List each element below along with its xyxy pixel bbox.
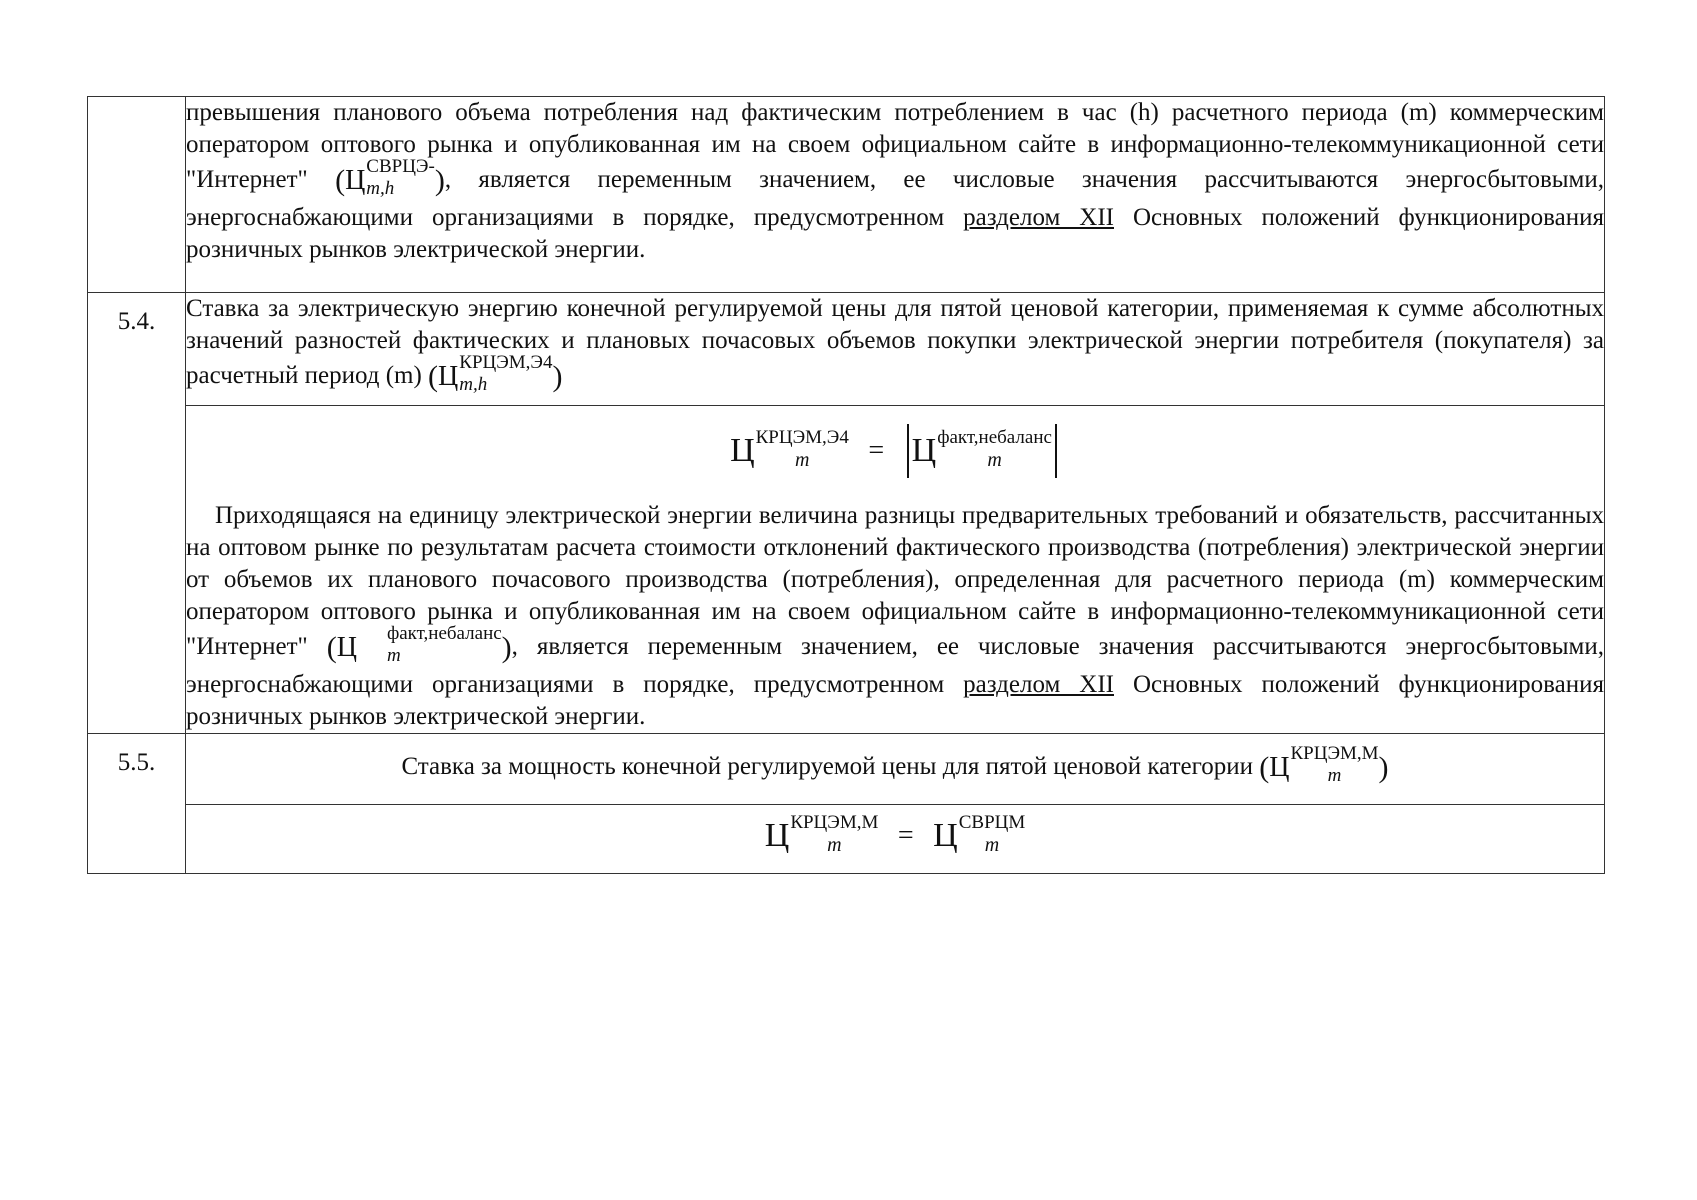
row-number-5-5: 5.5. <box>117 749 156 776</box>
price-indices <box>358 624 502 665</box>
price-symbol: Ц <box>438 361 459 393</box>
row-5-5-text: Ставка за мощность конечной регулируемой цены для пятой ценовой категории <box>401 753 1254 781</box>
equals-sign: = <box>897 820 914 851</box>
continuation-paragraph: превышения планового объема потребления над фактическим потреблением в час (h) расчетного периода (m) коммерческим оператором оптового рынка и опубликованная им на своем официальном сайте в информационно-телекоммуникационной сети "Интернет" (Ц СВРЦЭ- m,h ), является переменным значением, ее числовые значения рассчитываются энергосбытовыми, энергоснабжающими организациями в порядке, предусмотренном разделом XII Основных положений функционирования розничных рынков электрической энергии. <box>186 99 1605 263</box>
row-5-4-text-cell <box>186 293 1605 406</box>
formula-lhs-superscript: КРЦЭМ,Э4 <box>755 427 849 448</box>
price-subscript: m <box>386 645 401 666</box>
continuation-text-part1: превышения планового объема потребления над фактическим потреблением в час (h) расчетного периода (m) коммерческим оператором оптового рынка и опубликованная им на своем официальном сайте в информационно-телекоммуникационной сети "Интернет" <box>186 99 1604 194</box>
formula-lhs-symbol: Ц <box>764 817 790 854</box>
price-subscript: m,h <box>366 178 395 199</box>
price-symbol: Ц <box>345 165 366 197</box>
price-subscript: m,h <box>459 374 488 395</box>
table-row-continuation <box>88 97 1605 293</box>
number-cell-empty <box>88 97 186 293</box>
row-5-4-explanation: Приходящаяся на единицу электрической энергии величина разницы предварительных требований и обязательств, рассчитанных на оптовом рынке по результатам расчета стоимости отклонений фактического производства (потребления) электрической энергии от объемов их планового почасового производства (потребления), определенная для расчетного периода (m) коммерческим оператором оптового рынка и опубликованная им на своем официальном сайте в информационно-телекоммуникационной сети "Интернет" (Ц факт,небаланс m ), является переменным значением, ее числовые значения рассчитываются энергосбытовыми, энергоснабжающими организациями в порядке, предусмотренном разделом XII Основных положений функционирования розничных рынков электрической энергии. <box>186 502 1605 730</box>
formula-5-4 <box>186 406 1604 500</box>
table-row-5-4-formula <box>88 406 1605 734</box>
price-superscript: КРЦЭМ,Э4 <box>459 352 553 373</box>
regulation-table <box>87 96 1605 874</box>
price-indices <box>366 157 435 198</box>
explanation-text-part2: , является переменным значением, ее числовые значения рассчитываются энергосбытовыми, энергоснабжающими организациями в порядке, предусмотренном <box>186 633 1604 698</box>
formula-lhs-superscript: КРЦЭМ,М <box>790 812 879 833</box>
formula-rhs-superscript: факт,небаланс <box>937 427 1052 448</box>
row-5-4-paragraph: Ставка за электрическую энергию конечной регулируемой цены для пятой ценовой категории, применяемая к сумме абсолютных значений разностей фактических и плановых почасовых объемов покупки электрической энергии потребителя (покупателя) за расчетный период (m) (Ц КРЦЭМ,Э4 m,h ) <box>186 295 1604 395</box>
row-5-5-text-cell: Ставка за мощность конечной регулируемой цены для пятой ценовой категории (Ц КРЦЭМ,М m ) <box>186 734 1605 805</box>
formula-rhs-indices <box>959 813 1026 855</box>
price-subscript: m <box>1327 765 1342 786</box>
explanation-text-part3: Основных положений функционирования розничных рынков электрической энергии. <box>186 671 1605 730</box>
number-cell-5-5 <box>88 734 186 874</box>
formula-rhs-subscript: m <box>987 449 1002 471</box>
formula-rhs-indices <box>937 428 1052 470</box>
row-5-5-formula-cell <box>186 805 1605 874</box>
formula-rhs-superscript: СВРЦМ <box>958 812 1026 833</box>
number-cell-5-4 <box>88 293 186 734</box>
abs-bar-right <box>1055 424 1057 478</box>
equals-sign: = <box>868 435 885 466</box>
table-row-5-4 <box>88 293 1605 406</box>
table-row-5-5-formula <box>88 805 1605 874</box>
formula-lhs-subscript: m <box>795 449 810 471</box>
section-link[interactable]: разделом XII <box>963 671 1114 698</box>
formula-rhs-symbol: Ц <box>911 432 937 469</box>
price-symbol: Ц <box>336 632 357 664</box>
formula-lhs-indices <box>790 813 878 855</box>
formula-rhs-symbol: Ц <box>933 817 958 854</box>
abs-bar-left <box>907 424 909 478</box>
row-number-5-4: 5.4. <box>117 308 156 335</box>
price-indices <box>1291 744 1379 785</box>
price-superscript: СВРЦЭ- <box>366 156 435 177</box>
formula-lhs-symbol: Ц <box>730 432 755 469</box>
section-link[interactable]: разделом XII <box>963 204 1114 231</box>
continuation-text-part3: Основных положений функционирования розничных рынков электрической энергии. <box>186 204 1605 263</box>
price-indices <box>459 353 552 394</box>
formula-5-5 <box>186 811 1604 857</box>
row-5-4-text: Ставка за электрическую энергию конечной регулируемой цены для пятой ценовой категории, применяемая к сумме абсолютных значений разностей фактических и плановых почасовых объемов покупки электрической энергии потребителя (покупателя) за расчетный период (m) <box>186 295 1604 390</box>
continuation-text-cell <box>186 97 1605 293</box>
continuation-text-part2: , является переменным значением, ее числовые значения рассчитываются энергосбытовыми, энергоснабжающими организациями в порядке, предусмотренном <box>186 166 1604 231</box>
formula-rhs-subscript: m <box>984 834 1000 856</box>
row-5-4-formula-cell <box>186 406 1605 734</box>
formula-lhs-subscript: m <box>827 834 842 856</box>
price-superscript: факт,небаланс <box>386 623 502 644</box>
table-row-5-5 <box>88 734 1605 805</box>
price-superscript: КРЦЭМ,М <box>1290 743 1379 764</box>
formula-lhs-indices <box>756 428 849 470</box>
explanation-text-part1: Приходящаяся на единицу электрической энергии величина разницы предварительных требований и обязательств, рассчитанных на оптовом рынке по результатам расчета стоимости отклонений фактического производства (потребления) электрической энергии от объемов их планового почасового производства (потребления), определенная для расчетного периода (m) коммерческим оператором оптового рынка и опубликованная им на своем официальном сайте в информационно-телекоммуникационной сети "Интернет" <box>186 502 1604 661</box>
price-symbol: Ц <box>1269 752 1290 784</box>
